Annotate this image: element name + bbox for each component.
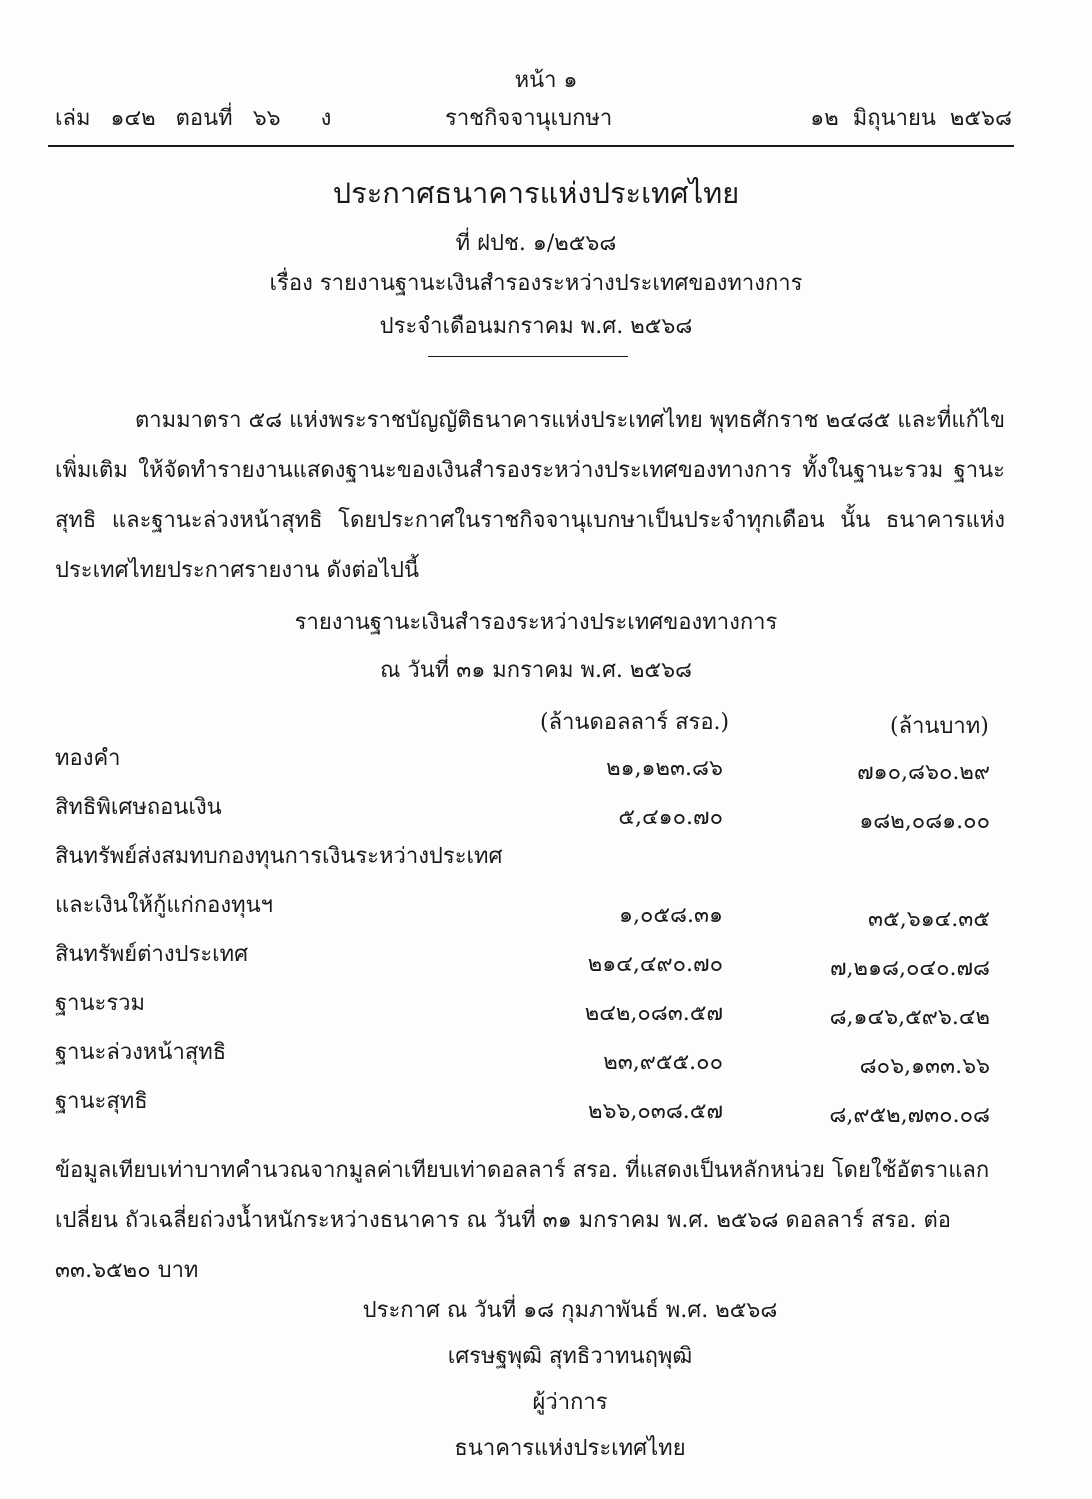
row-label: สินทรัพย์ส่งสมทบกองทุนการเงินระหว่างประเทศ [55,844,503,869]
row-usd-value: ๒๔๒,๐๘๓.๕๗ [584,1001,723,1026]
volume-info [55,100,351,135]
row-label: และเงินให้กู้แก่กองทุนฯ [55,893,274,918]
report-date: ณ วันที่ ๓๑ มกราคม พ.ศ. ๒๕๖๘ [379,658,693,683]
table-row [55,936,995,985]
unit-usd-header: (ล้านดอลลาร์ สรอ.) [540,710,730,735]
signatory-organization: ธนาคารแห่งประเทศไทย [454,1436,686,1461]
row-usd-value: ๒๑๔,๔๙๐.๗๐ [587,952,723,977]
row-label: สินทรัพย์ต่างประเทศ [55,942,249,967]
announcement-subject: เรื่อง รายงานฐานะเงินสำรองระหว่างประเทศของทางการ [269,271,803,296]
table-row [55,887,995,936]
table-row [55,985,995,1034]
table-row [55,740,995,789]
row-label: ฐานะล่วงหน้าสุทธิ [55,1040,227,1065]
table-row [55,789,995,838]
table-row [55,1083,995,1132]
row-thb-value: ๗,๒๑๘,๐๔๐.๗๘ [830,956,990,981]
row-thb-value: ๘,๙๕๒,๗๓๐.๐๘ [829,1103,990,1128]
row-usd-value: ๑,๐๕๘.๓๑ [618,903,723,928]
header-divider [48,145,1014,147]
signatory-name: เศรษฐพุฒิ สุทธิวาทนฤพุฒิ [447,1344,693,1369]
signatory-position: ผู้ว่าการ [532,1390,608,1415]
row-usd-value: ๕,๔๑๐.๗๐ [618,805,723,830]
date-day: ๑๒ [810,106,839,131]
row-label: ทองคำ [55,746,121,771]
page-number: หน้า ๑ [514,68,578,93]
gazette-title: ราชกิจจานุเบกษา [445,106,613,131]
volume-label: เล่ม [55,106,91,131]
table-row [55,1034,995,1083]
row-thb-value: ๑๘๒,๐๘๑.๐๐ [859,809,990,834]
row-usd-value: ๒๑,๑๒๓.๘๖ [606,756,723,781]
announcement-number: ที่ ฝปช. ๑/๒๕๖๘ [455,231,617,256]
gazette-date [796,100,1012,135]
title-divider [428,356,628,357]
announcement-period: ประจำเดือนมกราคม พ.ศ. ๒๕๖๘ [379,314,693,339]
preamble-paragraph: ตามมาตรา ๕๘ แห่งพระราชบัญญัติธนาคารแห่งประเทศไทย พุทธศักราช ๒๔๘๕ และที่แก้ไขเพิ่มเติม ให้จัดทำรายงานแสดงฐานะของเงินสำรองระหว่างประเทศของทางการ ทั้งในฐานะรวม ฐานะสุทธิ และฐานะล่วงหน้าสุทธิ โดยประกาศในราชกิจจานุเบกษาเป็นประจำทุกเดือน นั้น ธนาคารแห่งประเทศไทยประกาศรายงาน ดังต่อไปนี้ [55,408,1005,583]
row-thb-value: ๘,๑๔๖,๕๙๖.๔๒ [829,1005,990,1030]
section-label: ตอนที่ [175,106,233,131]
row-thb-value: ๘๐๖,๑๓๓.๖๖ [859,1054,990,1079]
row-thb-value: ๗๑๐,๘๖๐.๒๙ [857,760,990,785]
gazette-header [55,100,1012,134]
section-number: ๖๖ [252,106,281,131]
volume-number: ๑๔๒ [110,106,156,131]
row-usd-value: ๒๖๖,๐๓๘.๕๗ [587,1099,723,1124]
row-usd-value: ๒๓,๙๕๕.๐๐ [603,1050,723,1075]
reserves-table [55,740,995,1132]
announcement-title: ประกาศธนาคารแห่งประเทศไทย [332,176,740,210]
row-label: ฐานะรวม [55,991,146,1016]
row-label: ฐานะสุทธิ [55,1089,148,1114]
table-row [55,838,995,887]
row-thb-value: ๓๕,๖๑๔.๓๕ [868,907,990,932]
report-title: รายงานฐานะเงินสำรองระหว่างประเทศของทางการ [294,610,778,635]
section-suffix: ง [320,106,332,131]
date-year: ๒๕๖๘ [949,106,1012,131]
row-label: สิทธิพิเศษถอนเงิน [55,795,222,820]
unit-thb-header: (ล้านบาท) [890,714,989,739]
date-month: มิถุนายน [852,106,936,131]
exchange-rate-note: ข้อมูลเทียบเท่าบาทคำนวณจากมูลค่าเทียบเท่าดอลลาร์ สรอ. ที่แสดงเป็นหลักหน่วย โดยใช้อัตราแลกเปลี่ยน ถัวเฉลี่ยถ่วงน้ำหนักระหว่างธนาคาร ณ วันที่ ๓๑ มกราคม พ.ศ. ๒๕๖๘ ดอลลาร์ สรอ. ต่อ ๓๓.๖๕๒๐ บาท [55,1158,990,1283]
signature-date: ประกาศ ณ วันที่ ๑๘ กุมภาพันธ์ พ.ศ. ๒๕๖๘ [362,1298,778,1323]
